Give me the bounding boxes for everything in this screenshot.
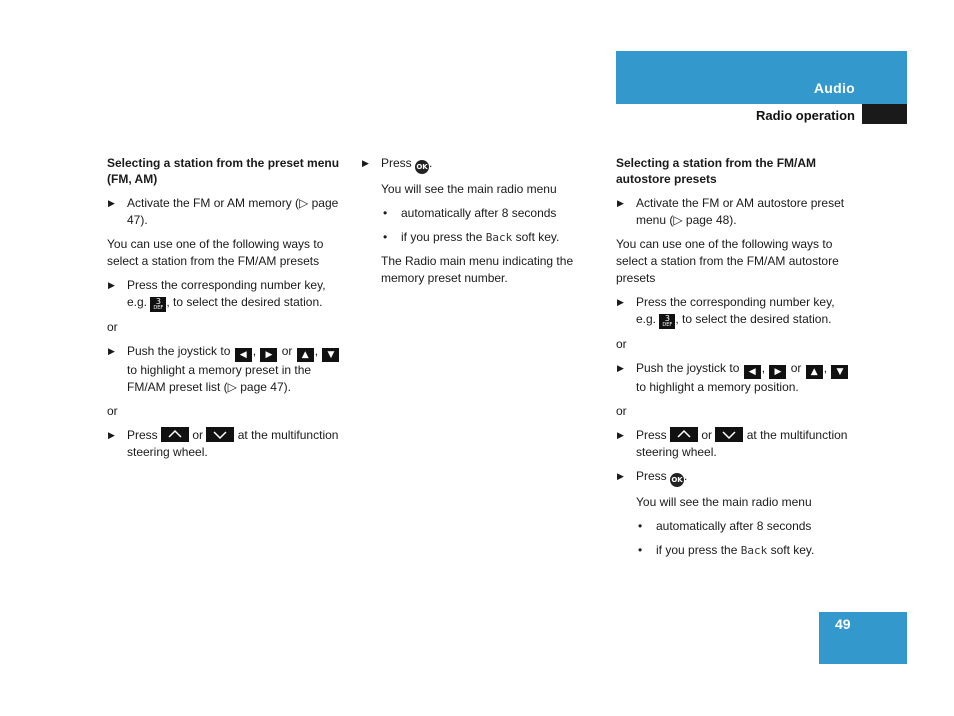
step-activate-memory: ▶ Activate the FM or AM memory (▷ page 47).: [108, 196, 339, 227]
back-soft-key-label: Back: [740, 544, 768, 557]
bullet-icon: •: [383, 230, 388, 244]
step-number-key: ▶ Press the corresponding number key, e.g. 3 DEF , to select the desired station.: [617, 295, 835, 328]
page-number-box: [819, 612, 907, 664]
step-number-key: ▶ Press the corresponding number key, e.g. 3 DEF , to select the desired station.: [108, 278, 326, 311]
step-arrow-icon: ▶: [617, 430, 624, 440]
or-text: or: [107, 404, 118, 418]
step-joystick: ▶ Push the joystick to ◀ , ▶ or ▲ , ▼ to highlight a memory preset in the FM/AM preset list (▷ page 47).: [107, 343, 347, 396]
list-item: • automatically after 8 seconds: [638, 519, 812, 533]
main-menu-text: You will see the main radio menu: [381, 182, 557, 196]
section-title: Audio: [813, 80, 855, 96]
list-item: • automatically after 8 seconds: [383, 206, 557, 220]
step-press-ok: ▶ Press OK.: [361, 155, 591, 174]
step-steering-wheel: ▶ Press or at the multifunction steering wheel.: [617, 428, 848, 459]
joystick-left-icon: ◀: [744, 365, 761, 379]
or-text: or: [616, 337, 627, 351]
joystick-left-icon: ◀: [235, 348, 252, 362]
step-arrow-icon: ▶: [617, 363, 624, 373]
header-tab: [616, 51, 907, 104]
step-arrow-icon: ▶: [362, 158, 369, 168]
intro-text: You can use one of the following ways to select a station from the FM/AM autostore presets: [616, 237, 839, 285]
back-soft-key-label: Back: [485, 231, 513, 244]
step-arrow-icon: ▶: [617, 198, 624, 208]
heading-preset-menu: Selecting a station from the preset menu (FM, AM): [107, 156, 340, 186]
step-press-ok: ▶ Press OK.: [616, 468, 856, 487]
step-arrow-icon: ▶: [617, 297, 624, 307]
column-preset-menu: [107, 155, 347, 468]
steering-up-button-icon: [161, 427, 189, 442]
step-arrow-icon: ▶: [108, 430, 115, 440]
steering-up-button-icon: [670, 427, 698, 442]
step-arrow-icon: ▶: [108, 280, 115, 290]
step-joystick: ▶ Push the joystick to ◀ , ▶ or ▲ , ▼ to highlight a memory position.: [616, 360, 856, 396]
joystick-right-icon: ▶: [260, 348, 277, 362]
bullet-icon: •: [638, 543, 643, 557]
note-text: The Radio main menu indicating the memory preset number.: [381, 254, 574, 285]
step-arrow-icon: ▶: [617, 471, 624, 481]
main-menu-text: You will see the main radio menu: [636, 495, 812, 509]
number-key-3-icon: 3 DEF: [659, 314, 675, 329]
joystick-right-icon: ▶: [769, 365, 786, 379]
page-number: 49: [835, 616, 851, 632]
step-activate-autostore: ▶ Activate the FM or AM autostore preset menu (▷ page 48).: [617, 196, 845, 227]
list-item: • if you press the Back soft key.: [383, 230, 560, 244]
column-press-ok: [361, 155, 591, 294]
column-autostore: [616, 155, 856, 566]
bullet-icon: •: [383, 206, 388, 220]
step-steering-wheel: ▶ Press or at the multifunction steering wheel.: [108, 428, 339, 459]
steering-down-button-icon: [206, 427, 234, 442]
step-arrow-icon: ▶: [108, 198, 115, 208]
joystick-up-icon: ▲: [806, 365, 823, 379]
heading-autostore: Selecting a station from the FM/AM autostore presets: [616, 156, 817, 186]
steering-down-button-icon: [715, 427, 743, 442]
bullet-icon: •: [638, 519, 643, 533]
joystick-up-icon: ▲: [297, 348, 314, 362]
joystick-down-icon: ▼: [831, 365, 848, 379]
ok-button-icon: OK: [415, 160, 429, 174]
list-item: • if you press the Back soft key.: [638, 543, 815, 557]
intro-text: You can use one of the following ways to select a station from the FM/AM presets: [107, 237, 324, 268]
subsection-bar: [862, 104, 907, 124]
number-key-3-icon: 3 DEF: [150, 297, 166, 312]
or-text: or: [616, 404, 627, 418]
ok-button-icon: OK: [670, 473, 684, 487]
subsection-title: Radio operation: [756, 108, 855, 123]
joystick-down-icon: ▼: [322, 348, 339, 362]
or-text: or: [107, 320, 118, 334]
step-arrow-icon: ▶: [108, 346, 115, 356]
